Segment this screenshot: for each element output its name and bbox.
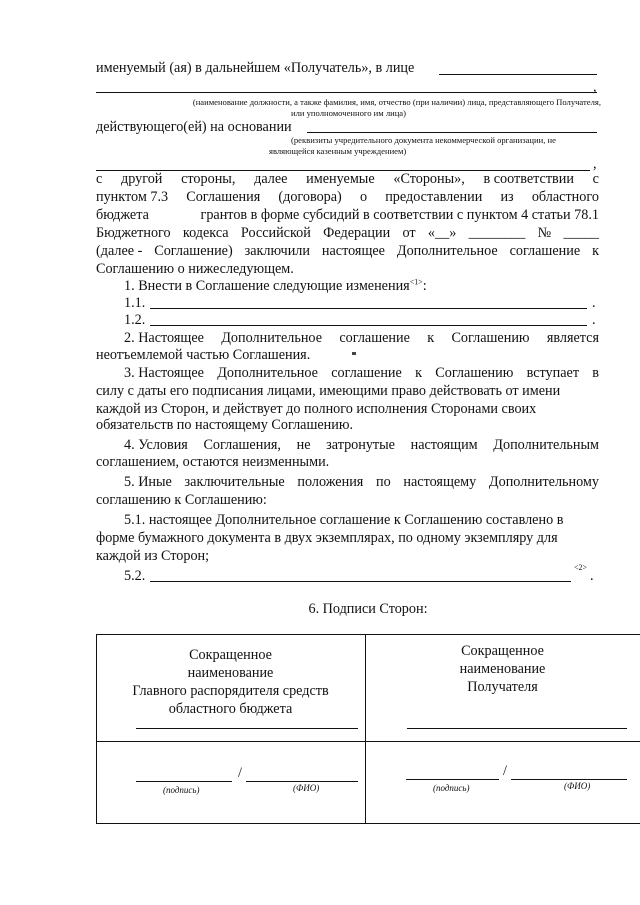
- word: с: [592, 171, 599, 187]
- header-line: Сокращенное: [189, 647, 272, 663]
- period: .: [590, 568, 594, 584]
- item-1-1-blank[interactable]: [150, 308, 587, 309]
- word: Соглашения,: [203, 437, 281, 453]
- item-5-2-sup: <2>: [574, 563, 588, 572]
- right-signature-blank[interactable]: [406, 779, 499, 780]
- word: Соглашению: [435, 365, 514, 381]
- speck: [352, 352, 356, 355]
- recipient-blank[interactable]: [439, 74, 597, 75]
- word: кодекса: [182, 225, 229, 241]
- word: далее: [254, 171, 288, 187]
- item-3-last: обязательств по настоящему Соглашению.: [96, 417, 354, 433]
- word: Дополнительному: [488, 474, 599, 490]
- slash: /: [503, 763, 507, 779]
- item-1-2-label: 1.2.: [124, 312, 146, 328]
- word: (далее -: [96, 243, 143, 259]
- header-line: областного бюджета: [168, 701, 293, 717]
- comma: ,: [593, 156, 597, 172]
- word: Соглашению: [451, 330, 530, 346]
- word: к: [592, 243, 599, 259]
- word: к: [415, 365, 422, 381]
- word: областного: [531, 189, 599, 205]
- header-line: Получателя: [467, 679, 538, 695]
- signatures-heading: 6. Подписи Сторон:: [308, 601, 428, 617]
- item-5-2-blank[interactable]: [150, 581, 571, 582]
- item-2-last: неотъемлемой частью Соглашения.: [96, 347, 311, 363]
- right-party-header: [365, 642, 640, 696]
- text-line: [96, 382, 599, 400]
- word: из: [500, 189, 514, 205]
- word: 5.1. настоящее Дополнительное соглашение к Соглашению составлено в: [124, 512, 564, 528]
- item-1-2-blank[interactable]: [150, 325, 587, 326]
- word: №: [537, 225, 552, 241]
- word: 2. Настоящее: [124, 330, 204, 346]
- word: 3. Настоящее: [124, 365, 204, 381]
- word: настоящему: [403, 474, 477, 490]
- word: «Стороны»,: [393, 171, 465, 187]
- word: Российской: [240, 225, 311, 241]
- header-line: Главного распорядителя средств: [132, 683, 329, 699]
- recipient-note-1: (наименование должности, а также фамилия, имя, отчество (при наличии) лица, представляющего Получателя,: [192, 97, 601, 107]
- word: другой: [121, 171, 163, 187]
- table-divider: [96, 741, 640, 742]
- word: 4. Условия: [124, 437, 188, 453]
- word: Соглашение): [154, 243, 233, 259]
- word: о: [359, 189, 368, 205]
- word: бюджета: [96, 207, 149, 223]
- word: Дополнительное: [396, 243, 498, 259]
- basis-line: действующего(ей) на основании: [96, 119, 292, 135]
- right-fio-label: (ФИО): [564, 781, 591, 791]
- item-4-line: [124, 436, 599, 454]
- left-fio-label: (ФИО): [293, 783, 320, 793]
- item-1: 1. Внести в Соглашение следующие изменения$^{<1>}$:: [124, 277, 427, 294]
- word: заключили: [244, 243, 310, 259]
- word: 5. Иные: [124, 474, 172, 490]
- right-party-name-blank[interactable]: [407, 728, 627, 729]
- word: к: [427, 330, 435, 346]
- basis-note-1: (реквизиты учредительного документа некоммерческой организации, не: [291, 135, 556, 145]
- text-line: [96, 242, 599, 260]
- word: Дополнительное: [217, 365, 318, 381]
- word: Дополнительное: [221, 330, 322, 346]
- basis-note-2: являющейся казенным учреждением): [269, 146, 407, 156]
- word: стороны,: [181, 171, 236, 187]
- word: по: [376, 474, 391, 490]
- recipient-note-2: или уполномоченного им лица): [291, 108, 406, 118]
- word: в: [592, 365, 599, 381]
- word: настоящее: [321, 243, 385, 259]
- recipient-line: именуемый (ая) в дальнейшем «Получатель», в лице: [96, 60, 415, 76]
- recipient-fullname-blank[interactable]: [96, 92, 597, 93]
- word: не: [296, 437, 311, 453]
- text-line: [96, 170, 599, 188]
- item-2-line: [124, 329, 599, 347]
- header-line: наименование: [187, 665, 274, 681]
- word: положения: [297, 474, 364, 490]
- text-line: [96, 224, 599, 242]
- left-party-header: [96, 646, 365, 718]
- text-line: [96, 188, 599, 206]
- word: Соглашения: [186, 189, 261, 205]
- word: ________: [468, 225, 526, 241]
- left-party-name-blank[interactable]: [136, 728, 358, 729]
- item-5-1-last: каждой из Сторон;: [96, 548, 210, 564]
- left-fio-blank[interactable]: [246, 781, 358, 782]
- period: .: [592, 295, 596, 311]
- word: предоставлении: [385, 189, 483, 205]
- word: является: [546, 330, 599, 346]
- item-4-last: соглашением, остаются неизменными.: [96, 454, 330, 470]
- word: заключительные: [184, 474, 285, 490]
- text-line: [96, 529, 599, 547]
- comma: ,: [593, 79, 597, 95]
- table-divider: [96, 823, 640, 824]
- text-line: [96, 206, 599, 224]
- word: с: [96, 171, 103, 187]
- text-line: [124, 511, 599, 529]
- period: .: [592, 312, 596, 328]
- word: каждой из Сторон, и действует до полного исполнения Сторонами своих: [96, 401, 537, 417]
- left-sign-label: (подпись): [163, 785, 200, 795]
- item-1-1-label: 1.1.: [124, 295, 146, 311]
- word: (договора): [278, 189, 342, 205]
- word: силу с даты его подписания лицами, имеющими право действовать от имени: [96, 383, 561, 399]
- word: затронутые: [326, 437, 395, 453]
- word: вступает: [526, 365, 580, 381]
- item-5-2-label: 5.2.: [124, 568, 146, 584]
- word: от: [402, 225, 416, 241]
- word: Дополнительным: [493, 437, 599, 453]
- header-line: наименование: [459, 661, 546, 677]
- paragraph-parties-last: Соглашению о нижеследующем.: [96, 261, 294, 277]
- word: именуемые: [306, 171, 375, 187]
- word: «__»: [427, 225, 457, 241]
- word: форме бумажного документа в двух экземплярах, по одному экземпляру для: [96, 530, 558, 546]
- word: в соответствии: [483, 171, 574, 187]
- header-line: Сокращенное: [461, 643, 544, 659]
- item-5-line: [124, 473, 599, 491]
- word: соглашение: [339, 330, 410, 346]
- item-5-last: соглашению к Соглашению:: [96, 492, 267, 508]
- text-line: [124, 364, 599, 382]
- slash: /: [238, 765, 242, 781]
- word: грантов в форме субсидий в соответствии с пунктом 4 статьи 78.1: [200, 207, 599, 223]
- left-signature-blank[interactable]: [136, 781, 232, 782]
- word: пунктом 7.3: [96, 189, 169, 205]
- word: соглашение: [509, 243, 581, 259]
- word: соглашение: [331, 365, 402, 381]
- word: _____: [563, 225, 599, 241]
- right-sign-label: (подпись): [433, 783, 470, 793]
- word: настоящим: [410, 437, 478, 453]
- basis-blank[interactable]: [307, 132, 597, 133]
- right-fio-blank[interactable]: [511, 779, 627, 780]
- word: Бюджетного: [96, 225, 171, 241]
- word: Федерации: [323, 225, 391, 241]
